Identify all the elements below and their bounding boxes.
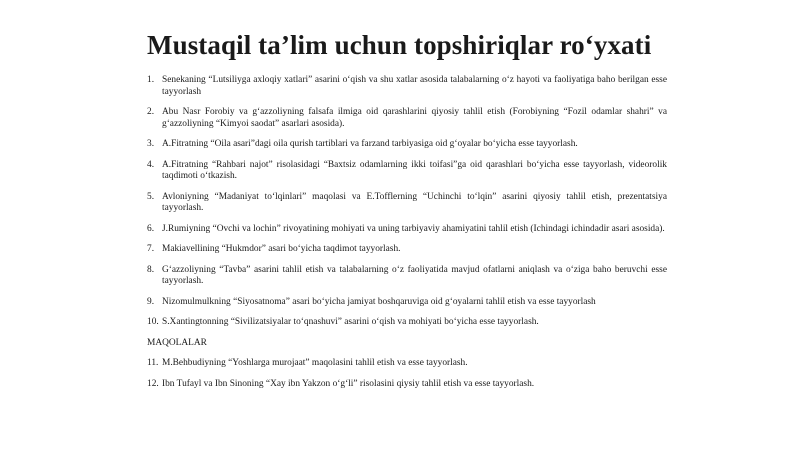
item-text: M.Behbudiyning “Yoshlarga murojaat” maqolasini tahlil etish va esse tayyorlash. [162,358,468,368]
list-item [147,358,667,370]
item-text: Senekaning “Lutsiliyga axloqiy xatlari” asarini o‘qish va shu xatlar asosida talabalarning o‘z hayoti va faoliyatiga baho berilgan esse tayyorlash [162,75,667,97]
item-number: 4. [147,159,155,170]
item-number: 3. [147,139,155,149]
item-text: G‘azzoliyning “Tavba” asarini tahlil etish va talabalarning o‘z faoliyatida mavjud ofatlarni aniqlash va o‘ziga baho beruvchi esse tayyorlash. [162,264,667,286]
list-item [147,297,667,309]
item-number: 1. [147,75,155,85]
item-number: 10. [147,317,159,327]
item-text: J.Rumiyning “Ovchi va lochin” rivoyatining mohiyati va uning tarbiyaviy ahamiyatini tahlil etish (Ichindagi ichindadir asari asosida). [162,223,665,234]
item-text: A.Fitratning “Rahbari najot” risolasidagi “Baxtsiz odamlarning ikki toifasi”ga oid qarashlari bo‘yicha esse tayyorlash, videorolik taqdimoti o‘tkazish. [162,159,667,181]
item-text: S.Xantingtonning “Sivilizatsiyalar to‘qnashuvi” asarini o‘qish va mohiyati bo‘yicha esse tayyorlash. [162,317,539,327]
section-heading: MAQOLALAR [147,337,207,348]
list-item [147,107,667,130]
list-item [147,317,667,329]
item-number: 6. [147,223,155,234]
item-text: Nizomulmulkning “Siyosatnoma” asari bo‘yicha jamiyat boshqaruviga oid g‘oyalarni tahlil etish va esse tayyorlash [162,296,596,307]
item-text: Avloniyning “Madaniyat to‘lqinlari” maqolasi va E.Tofflerning “Uchinchi to‘lqin” asarini qiyosiy tahlil etish, prezentatsiya tayyorlash. [162,191,667,213]
item-number: 2. [147,107,155,117]
assignment-list [147,75,667,399]
list-item [147,75,667,98]
list-item [147,139,667,151]
item-text: A.Fitratning “Oila asari”dagi oila qurish tartiblari va farzand tarbiyasiga oid g‘oyalar bo‘yicha esse tayyorlash. [162,139,578,149]
list-item [147,379,667,391]
item-number: 5. [147,191,155,202]
list-item [147,192,667,215]
item-text: Abu Nasr Forobiy va g‘azzoliyning falsafa ilmiga oid qarashlarini qiyosiy tahlil etish (Forobiyning “Fozil odamlar shahri” va g‘azzoliyning “Kimyoi saodat” asarlari asosida). [162,107,667,129]
list-item [147,265,667,288]
item-text: Ibn Tufayl va Ibn Sinoning “Xay ibn Yakzon o‘g‘li” risolasini qiysiy tahlil etish va esse tayyorlash. [162,378,535,389]
list-item [147,244,667,256]
page-title: Mustaqil ta’lim uchun topshiriqlar ro‘yxati [147,30,652,60]
item-number: 12. [147,378,159,389]
item-number: 7. [147,244,155,254]
item-number: 9. [147,296,155,307]
item-number: 8. [147,264,155,275]
item-text: Makiavellining “Hukmdor” asari bo‘yicha taqdimot tayyorlash. [162,244,401,254]
list-item [147,224,667,236]
item-number: 11. [147,358,159,368]
list-item [147,160,667,183]
